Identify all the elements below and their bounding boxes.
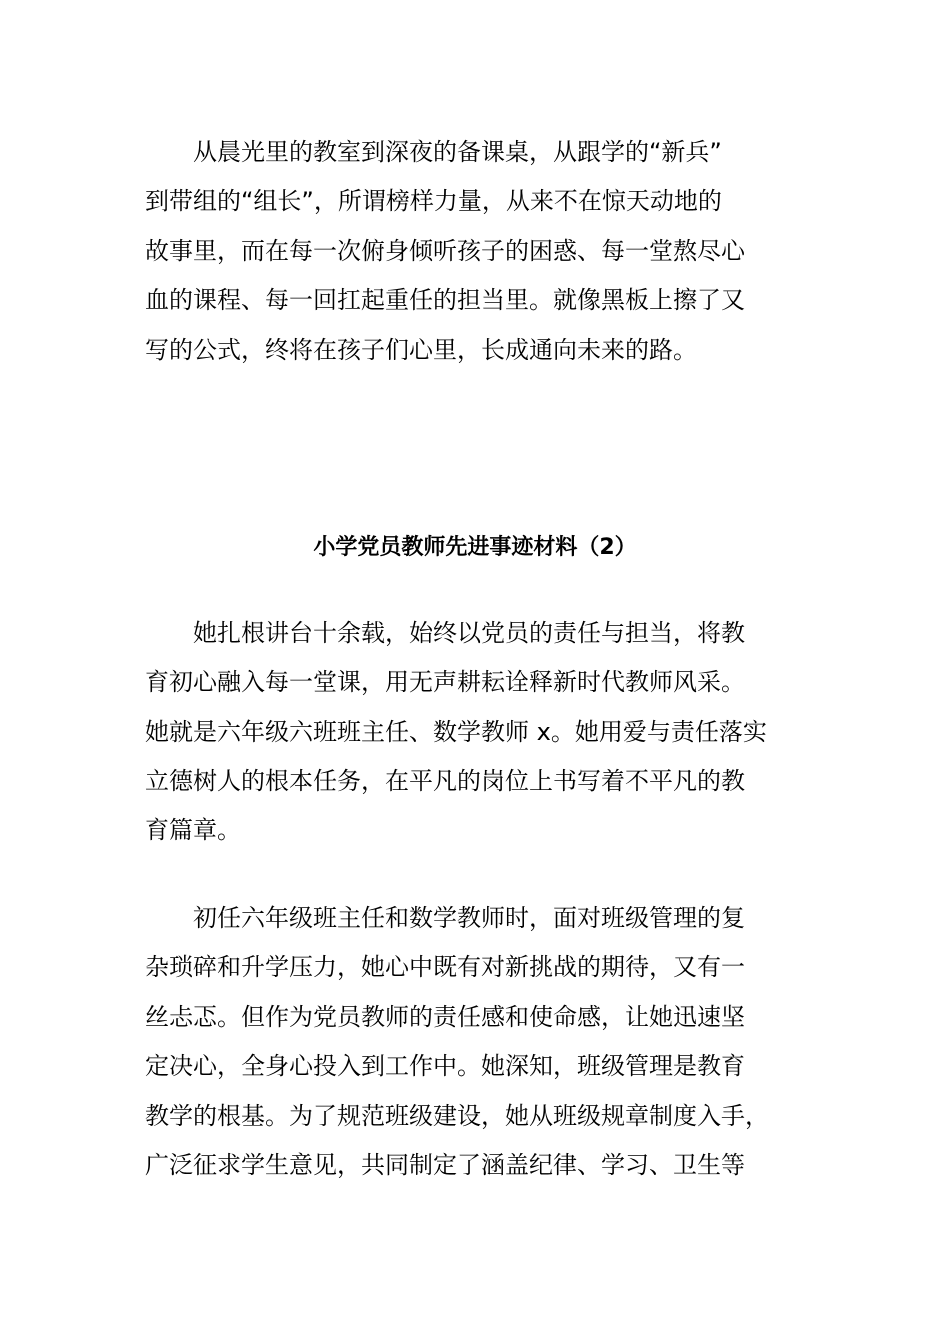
paragraph-1-line-3: 故事里，而在每一次俯身倾听孩子的困惑、每一堂熬尽心	[145, 237, 745, 265]
paragraph-2-line-5: 育篇章。	[145, 816, 241, 844]
paragraph-1-line-2: 到带组的“组长”，所谓榜样力量，从来不在惊天动地的	[145, 187, 722, 215]
paragraph-3-line-2: 杂琐碎和升学压力，她心中既有对新挑战的期待，又有一	[145, 953, 745, 981]
paragraph-3-line-5: 教学的根基。为了规范班级建设，她从班级规章制度入手，	[145, 1102, 769, 1130]
paragraph-3-line-1: 初任六年级班主任和数学教师时，面对班级管理的复	[193, 904, 745, 932]
section-heading: 小学党员教师先进事迹材料（2）	[313, 535, 637, 560]
paragraph-2-line-1: 她扎根讲台十余载，始终以党员的责任与担当，将教	[193, 619, 745, 647]
paragraph-3-line-4: 定决心，全身心投入到工作中。她深知，班级管理是教育	[145, 1052, 745, 1080]
paragraph-1-line-4: 血的课程、每一回扛起重任的担当里。就像黑板上擦了又	[145, 286, 745, 314]
paragraph-2-line-3: 她就是六年级六班班主任、数学教师 x。她用爱与责任落实	[145, 718, 767, 746]
paragraph-1-line-5: 写的公式，终将在孩子们心里，长成通向未来的路。	[145, 336, 697, 364]
paragraph-2-line-2: 育初心融入每一堂课，用无声耕耘诠释新时代教师风采。	[145, 668, 745, 696]
paragraph-1-line-1: 从晨光里的教室到深夜的备课桌，从跟学的“新兵”	[193, 138, 722, 166]
paragraph-2-line-4: 立德树人的根本任务，在平凡的岗位上书写着不平凡的教	[145, 767, 745, 795]
paragraph-3-line-6: 广泛征求学生意见，共同制定了涵盖纪律、学习、卫生等	[145, 1151, 745, 1179]
paragraph-3-line-3: 丝忐忑。但作为党员教师的责任感和使命感，让她迅速坚	[145, 1003, 745, 1031]
